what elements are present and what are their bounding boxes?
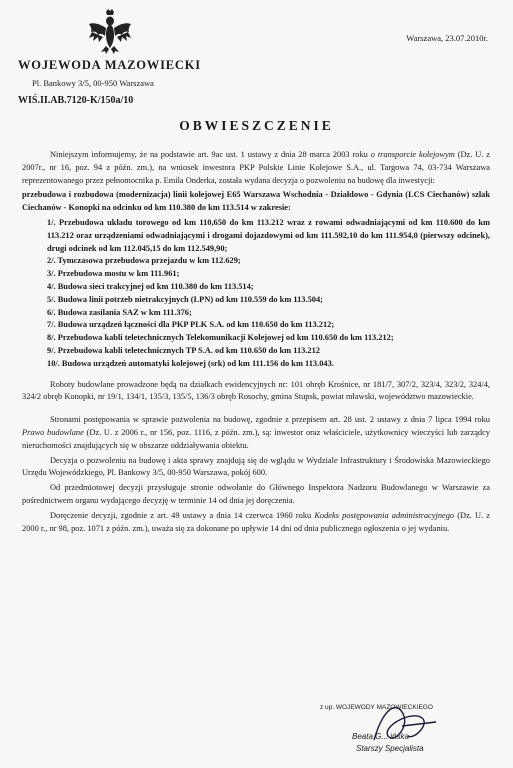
scope-item: 7/. Budowa urządzeń łączności dla PKP PLK S.A. od km 110.650 do km 113.212; bbox=[47, 320, 335, 330]
document-body bbox=[22, 149, 490, 537]
signature-block bbox=[320, 696, 500, 762]
inspection-paragraph: Decyzja o pozwoleniu na budowę i akta sprawy znajdują się do wglądu w Wydziale Infrastruktury i Środowiska Mazowieckiego Urzędu Wojewódzkiego, Pl. Bankowy 3/5, 00-950 Warszawa, pokój 600. bbox=[22, 455, 490, 478]
signatory-position: Starszy Specjalista bbox=[356, 744, 424, 753]
office-address: Pl. Bankowy 3/5, 00-950 Warszawa bbox=[32, 78, 154, 88]
scope-item: 6/. Budowa zasilania SAZ w km 111.376; bbox=[47, 307, 192, 317]
parties-act-name: Prawo budowlane bbox=[22, 427, 84, 437]
scope-list bbox=[22, 217, 490, 371]
parties-paragraph bbox=[22, 414, 490, 452]
signatory-name: Beata G... ińska bbox=[352, 732, 409, 741]
case-number: WIŚ.II.AB.7120-K/150a/10 bbox=[18, 95, 134, 106]
stamp-authority: z up. WOJEWODY MAZOWIECKIEGO bbox=[320, 704, 433, 711]
scope-item: 4/. Budowa sieci trakcyjnej od km 110.380 do km 113.514; bbox=[47, 281, 254, 291]
document-title: OBWIESZCZENIE bbox=[179, 118, 334, 133]
office-title: WOJEWODA MAZOWIECKI bbox=[18, 58, 201, 72]
scope-item: 10/. Budowa urządzeń automatyki kolejowej (srk) od km 111.156 do km 113.043. bbox=[47, 358, 334, 368]
intro-text-rest: (Dz. U. z 2007r., nr 16, poz. 94 z późn. zm.), na wniosek inwestora PKP Polskie Linie Kolejowe S.A., ul. Targowa 74, 03-734 Warszawa reprezentowanego przez pełnomocnika p. Emila Onderka, została wydana decyzja o pozwoleniu na budowę dla inwestycji: bbox=[22, 150, 490, 185]
delivery-text-rest: (Dz. U. z 2000 r., nr 98, poz. 1071 z późn. zm.), uważa się za dokonane po upływie 14 dni od dnia publicznego ogłoszenia o jej wydaniu. bbox=[22, 510, 490, 533]
appeal-paragraph: Od przedmiotowej decyzji przysługuje stronie odwołanie do Głównego Inspektora Nadzoru Budowlanego w Warszawie za pośrednictwem organu wydającego decyzję w terminie 14 od dnia jej doręczenia. bbox=[22, 483, 490, 505]
works-paragraph: Roboty budowlane prowadzone będą na działkach ewidencyjnych nr: 101 obręb Krośnice, nr 181/7, 307/2, 323/4, 323/2, 324/4, 324/2 obręb Konopki, nr 19/1, 134/1, 135/3, 135/5, 136/3 obręb Rosochy, gmina Stupsk, powiat mławski, województwo mazowieckie. bbox=[22, 379, 490, 402]
intro-paragraph bbox=[22, 149, 490, 187]
document-date: Warszawa, 23.07.2010r. bbox=[406, 33, 488, 43]
scope-item: 9/. Przebudowa kabli teletechnicznych TP S.A. od km 110.650 do km 113.212 bbox=[47, 345, 320, 355]
intro-act-name: o transporcie kolejowym bbox=[370, 150, 455, 159]
parties-text: Stronami postępowania w sprawie pozwolenia na budowę, zgodnie z przepisem art. 28 ust. 2 ustawy z dnia 7 lipca 1994 roku bbox=[50, 415, 490, 425]
investment-description: przebudowa i rozbudowa (modernizacja) linii kolejowej E65 Warszawa Wschodnia - Działdowo - Gdynia (LCS Ciechanów) szlak Ciechanów - Konopki na odcinku od km 110.380 do km 113.514 w zakresie: bbox=[22, 190, 490, 213]
delivery-text: Doręczenie decyzji, zgodnie z art. 49 ustawy a dnia 14 czerwca 1960 roku bbox=[50, 510, 315, 520]
scope-item: 5/. Budowa linii potrzeb nietrakcyjnych (LPN) od km 110.559 do km 113.504; bbox=[47, 294, 323, 304]
scope-item: 8/. Przebudowa kabli teletechnicznych Telekomunikacji Kolejowej od km 110.650 do km 113.212; bbox=[47, 333, 394, 343]
intro-text: Niniejszym informujemy, że na podstawie art. 9ac ust. 1 ustawy z dnia 28 marca 2003 roku bbox=[50, 150, 371, 159]
eagle-emblem-icon bbox=[88, 8, 132, 54]
scope-item: 2/. Tymczasowa przebudowa przejazdu w km 112.629; bbox=[47, 256, 241, 266]
scope-item: 1/. Przebudowa układu torowego od km 110,650 do km 113.212 wraz z rowami odwadniającymi od km 110.600 do km 113.212 oraz urządzeniami odwadniającymi i drogami dojazdowymi od km 111.592,10 do km 111.954,0 (pierwszy odcinek), drugi odcinek od km 112.045,15 do km 112.549,90; bbox=[47, 217, 490, 253]
delivery-paragraph bbox=[22, 510, 490, 536]
parties-text-rest: (Dz. U. z 2006 r., nr 156, poz. 1116, z późn. zm.), są: inwestor oraz właściciele, użytkownicy wieczyści lub zarządcy nieruchomości znajdujących się w obszarze oddziaływania obiektu. bbox=[22, 427, 490, 450]
delivery-act-name: Kodeks postępowania administracyjnego bbox=[314, 510, 455, 520]
scope-item: 3/. Przebudowa mostu w km 111.961; bbox=[47, 269, 180, 279]
